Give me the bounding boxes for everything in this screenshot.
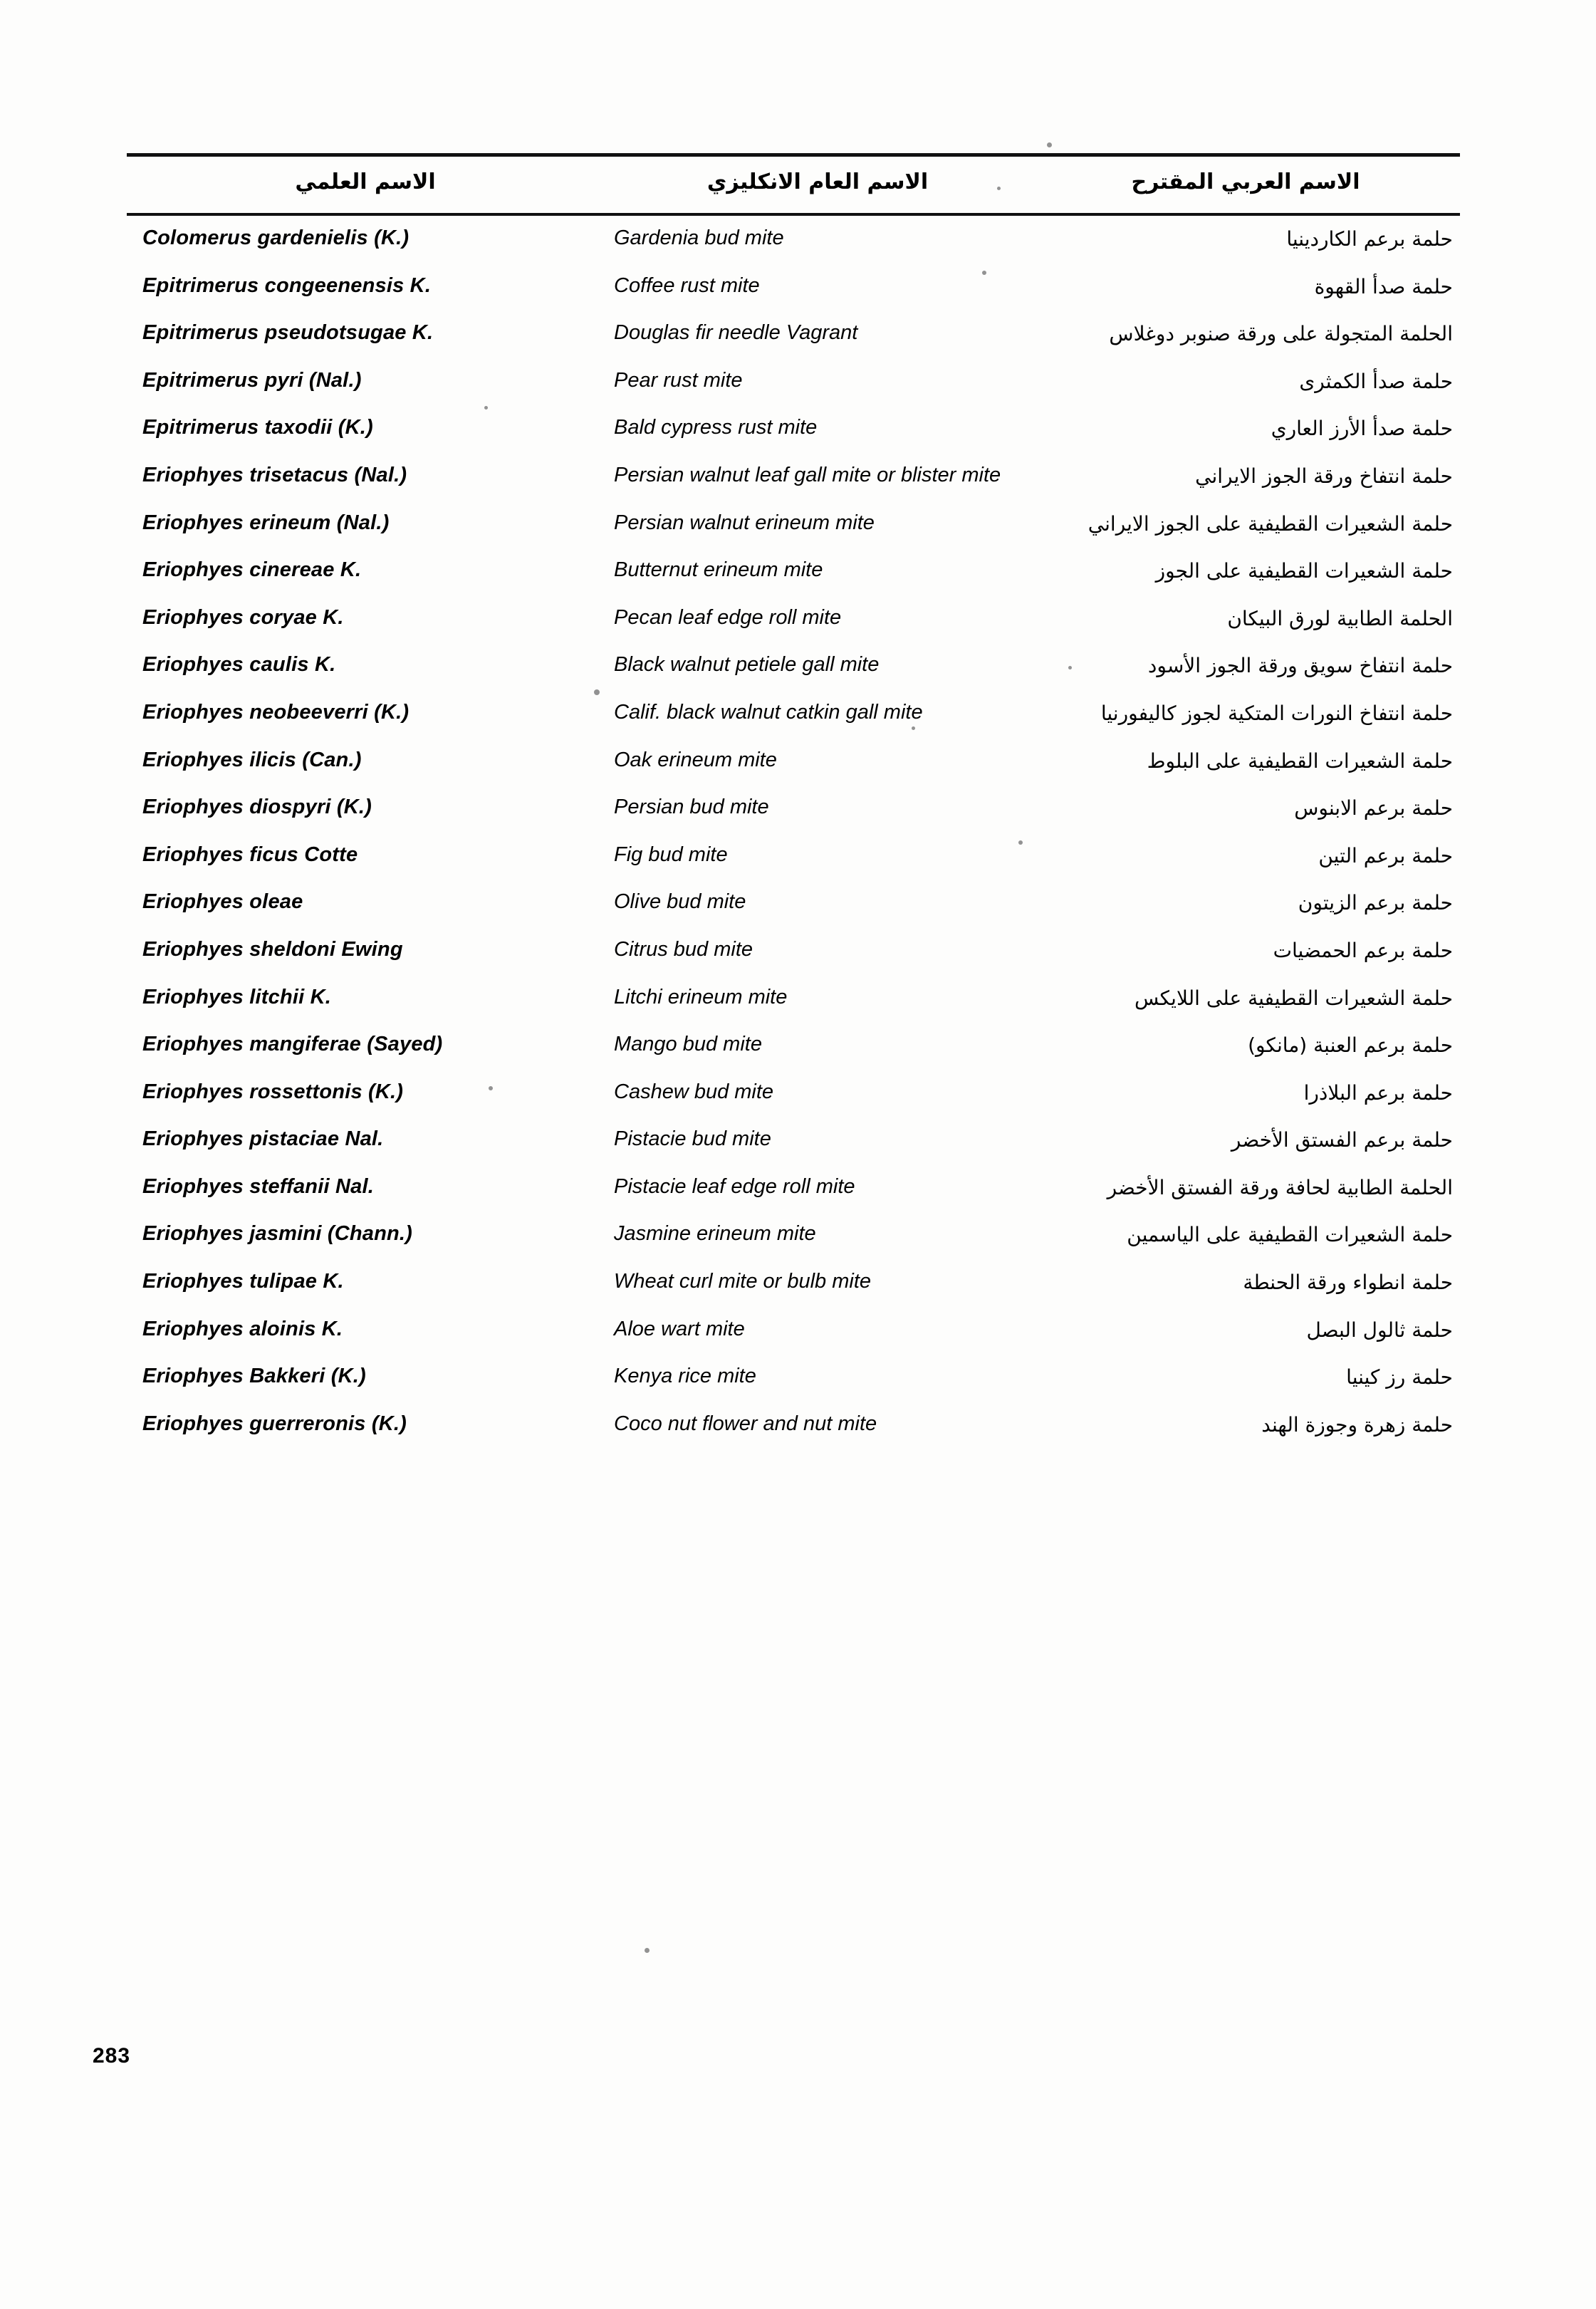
table-row [127,453,1460,501]
cell-english-name: Wheat curl mite or bulb mite [614,1270,872,1293]
cell-arabic-name: حلمة الشعيرات القطيفية على الياسمين [1127,1223,1453,1247]
column-header-proposed-arabic-name: الاسم العربي المقترح [1131,170,1360,194]
cell-scientific-name: Eriophyes jasmini (Chann.) [142,1222,413,1246]
cell-english-name: Fig bud mite [614,843,728,866]
cell-english-name: Pecan leaf edge roll mite [614,605,842,629]
scan-speck [645,1948,650,1953]
cell-scientific-name: Eriophyes diospyri (K.) [142,796,372,819]
glossary-table-container [127,153,1460,1449]
cell-english-name: Pistacie bud mite [614,1127,771,1151]
table-row [127,975,1460,1023]
table-row [127,1211,1460,1259]
table-row [127,1354,1460,1402]
table-row [127,690,1460,738]
table-header-row [127,157,1460,213]
page-number: 283 [93,2044,131,2068]
cell-scientific-name: Epitrimerus pyri (Nal.) [142,368,362,392]
cell-scientific-name: Eriophyes Bakkeri (K.) [142,1365,366,1388]
table-row [127,833,1460,880]
cell-scientific-name: Eriophyes pistaciae Nal. [142,1127,384,1151]
cell-english-name: Litchi erineum mite [614,985,788,1008]
cell-scientific-name: Eriophyes steffanii Nal. [142,1174,374,1198]
glossary-table [127,157,1460,213]
cell-scientific-name: Eriophyes cinereae K. [142,558,362,582]
cell-english-name: Bald cypress rust mite [614,416,818,439]
cell-english-name: Calif. black walnut catkin gall mite [614,700,923,724]
cell-arabic-name: حلمة برعم العنبة (مانكو) [1248,1033,1453,1058]
table-row [127,642,1460,690]
cell-arabic-name: حلمة رز كينيا [1346,1365,1453,1390]
table-row [127,880,1460,927]
cell-arabic-name: حلمة برعم الكاردينيا [1286,227,1453,251]
table-row [127,216,1460,264]
table-row [127,595,1460,643]
table-row [127,1117,1460,1164]
cell-scientific-name: Epitrimerus congeenensis K. [142,273,432,297]
cell-scientific-name: Epitrimerus pseudotsugae K. [142,321,434,345]
cell-english-name: Jasmine erineum mite [614,1222,816,1246]
cell-scientific-name: Eriophyes trisetacus (Nal.) [142,463,407,486]
cell-arabic-name: حلمة برعم الزيتون [1298,891,1453,915]
cell-scientific-name: Eriophyes ilicis (Can.) [142,748,362,771]
cell-arabic-name: حلمة الشعيرات القطيفية على الجوز [1155,559,1453,583]
cell-scientific-name: Colomerus gardenielis (K.) [142,226,410,249]
scan-speck [1047,142,1052,147]
cell-arabic-name: حلمة انتفاخ النورات المتكية لجوز كاليفورنيا [1100,701,1453,725]
cell-english-name: Kenya rice mite [614,1365,756,1388]
cell-scientific-name: Epitrimerus taxodii (K.) [142,416,373,439]
cell-english-name: Coffee rust mite [614,273,760,297]
cell-scientific-name: Eriophyes ficus Cotte [142,843,358,866]
cell-scientific-name: Eriophyes caulis K. [142,653,336,677]
table-body [127,216,1460,1449]
cell-arabic-name: حلمة برعم الفستق الأخضر [1231,1128,1453,1152]
cell-english-name: Mango bud mite [614,1033,762,1056]
cell-arabic-name: الحلمة الطابية لورق البيكان [1227,606,1453,630]
cell-english-name: Olive bud mite [614,890,746,914]
table-head [127,157,1460,213]
cell-english-name: Citrus bud mite [614,937,753,961]
cell-arabic-name: حلمة صدأ الأرز العاري [1271,417,1453,441]
cell-arabic-name: حلمة الشعيرات القطيفية على اللايكس [1134,986,1453,1010]
table-row [127,1259,1460,1307]
cell-arabic-name: حلمة الشعيرات القطيفية على البلوط [1147,749,1453,773]
table-row [127,927,1460,975]
cell-arabic-name: حلمة برعم البلاذرا [1303,1080,1453,1105]
cell-english-name: Oak erineum mite [614,748,777,771]
cell-scientific-name: Eriophyes sheldoni Ewing [142,937,403,961]
table-row [127,358,1460,406]
cell-scientific-name: Eriophyes litchii K. [142,985,332,1008]
cell-arabic-name: حلمة ثالول البصل [1306,1318,1453,1342]
cell-english-name: Douglas fir needle Vagrant [614,321,858,345]
cell-arabic-name: حلمة برعم الابنوس [1294,796,1453,820]
cell-english-name: Pistacie leaf edge roll mite [614,1174,855,1198]
table-row [127,264,1460,311]
cell-arabic-name: حلمة برعم الحمضيات [1273,938,1453,962]
cell-arabic-name: حلمة انتفاخ ورقة الجوز الايراني [1195,464,1453,488]
table-row [127,405,1460,453]
cell-arabic-name: حلمة زهرة وجوزة الهند [1261,1412,1453,1437]
cell-scientific-name: Eriophyes neobeeverri (K.) [142,700,410,724]
cell-scientific-name: Eriophyes mangiferae (Sayed) [142,1033,443,1056]
cell-arabic-name: حلمة صدأ الكمثرى [1299,369,1453,393]
column-header-english-common-name: الاسم العام الانكليزي [706,170,929,194]
cell-arabic-name: حلمة انطواء ورقة الحنطة [1243,1271,1453,1295]
table-row [127,548,1460,595]
cell-arabic-name: الحلمة المتجولة على ورقة صنوبر دوغلاس [1109,322,1453,346]
cell-scientific-name: Eriophyes oleae [142,890,303,914]
cell-arabic-name: حلمة برعم التين [1318,843,1453,867]
cell-scientific-name: Eriophyes aloinis K. [142,1317,343,1340]
table-row [127,1402,1460,1449]
table-row [127,1070,1460,1117]
cell-arabic-name: الحلمة الطابية لحافة ورقة الفستق الأخضر [1107,1175,1453,1199]
table-row [127,1307,1460,1355]
cell-english-name: Pear rust mite [614,368,743,392]
table-row [127,1022,1460,1070]
cell-english-name: Gardenia bud mite [614,226,784,249]
cell-scientific-name: Eriophyes guerreronis (K.) [142,1412,407,1435]
table-row [127,1164,1460,1212]
cell-arabic-name: حلمة صدأ القهوة [1314,274,1453,298]
cell-english-name: Butternut erineum mite [614,558,823,582]
cell-english-name: Black walnut petiele gall mite [614,653,880,677]
cell-scientific-name: Eriophyes rossettonis (K.) [142,1080,404,1103]
cell-scientific-name: Eriophyes erineum (Nal.) [142,511,390,534]
cell-arabic-name: حلمة انتفاخ سويق ورقة الجوز الأسود [1147,654,1453,678]
cell-scientific-name: Eriophyes tulipae K. [142,1270,344,1293]
table-row [127,311,1460,358]
cell-english-name: Persian walnut erineum mite [614,511,875,534]
cell-english-name: Aloe wart mite [614,1317,745,1340]
cell-english-name: Coco nut flower and nut mite [614,1412,877,1435]
cell-scientific-name: Eriophyes coryae K. [142,605,344,629]
cell-arabic-name: حلمة الشعيرات القطيفية على الجوز الايراني [1088,511,1453,536]
table-row [127,738,1460,786]
cell-english-name: Cashew bud mite [614,1080,774,1103]
column-header-scientific-name: الاسم العلمي [295,170,436,194]
table-row [127,785,1460,833]
table-row [127,501,1460,548]
cell-english-name: Persian bud mite [614,796,769,819]
glossary-body-table [127,216,1460,1449]
cell-english-name: Persian walnut leaf gall mite or blister mite [614,463,1001,486]
